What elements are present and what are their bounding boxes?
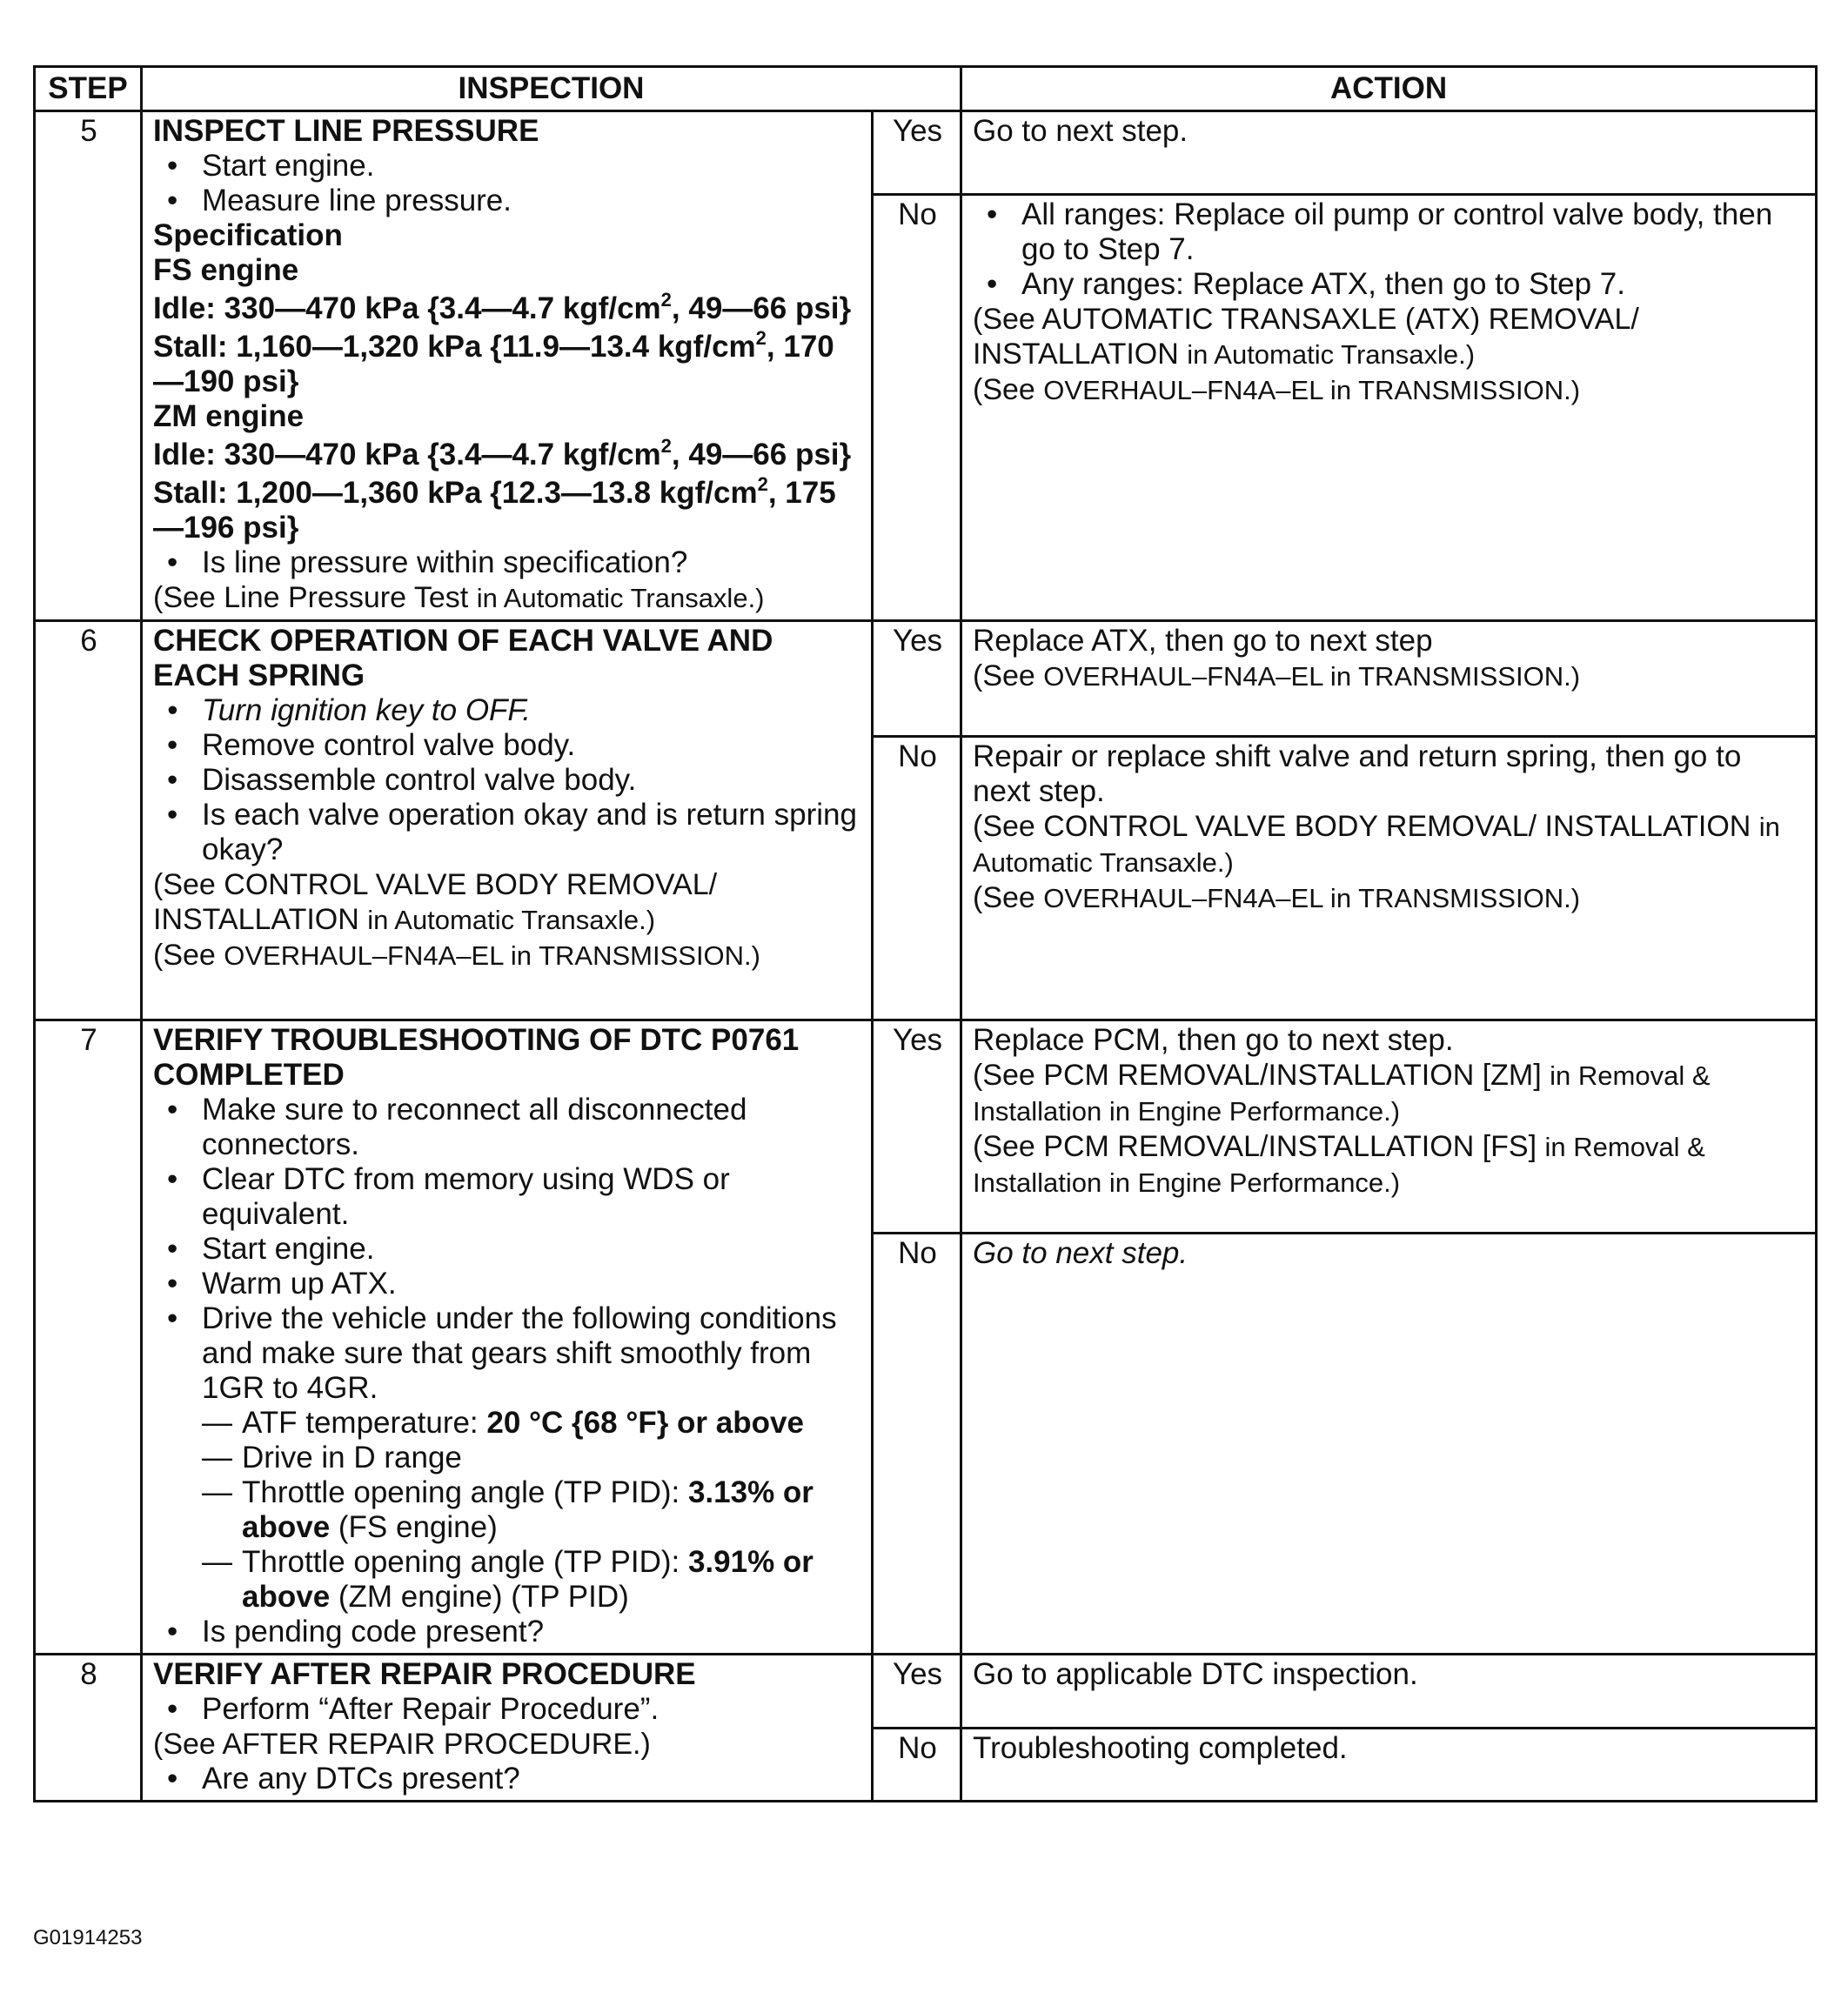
list-item: • Start engine.	[153, 1232, 862, 1267]
list-item: • Is each valve operation okay and is return spring okay?	[153, 798, 862, 867]
reference-note: (See AFTER REPAIR PROCEDURE.)	[153, 1728, 651, 1761]
header-step: STEP	[35, 67, 142, 111]
no-label: No	[873, 1234, 961, 1655]
step-title: CHECK OPERATION OF EACH VALVE AND EACH SPRING	[153, 624, 773, 692]
engine-label: FS engine	[153, 253, 299, 287]
list-item: • Measure line pressure.	[153, 184, 862, 218]
list-item: • Perform “After Repair Procedure”.	[153, 1692, 862, 1727]
reference-note: (See OVERHAUL–FN4A–EL in TRANSMISSION.)	[973, 659, 1581, 692]
inspection-list	[153, 545, 862, 580]
reference-note: (See OVERHAUL–FN4A–EL in TRANSMISSION.)	[973, 372, 1581, 406]
list-item: • Any ranges: Replace ATX, then go to Step 7.	[973, 267, 1806, 302]
inspection-list	[153, 693, 862, 867]
condition-item: — Throttle opening angle (TP PID): 3.13% or above (FS engine)	[202, 1475, 862, 1545]
no-action: Go to next step.	[961, 1234, 1817, 1655]
reference-note: (See Line Pressure Test in Automatic Transaxle.)	[153, 581, 765, 614]
header-inspection: INSPECTION	[142, 67, 961, 111]
figure-id: G01914253	[33, 1926, 143, 1949]
action-text: Replace ATX, then go to next step	[973, 624, 1433, 658]
action-text: Repair or replace shift valve and return spring, then go to next step.	[973, 739, 1742, 808]
reference-note: (See CONTROL VALVE BODY REMOVAL/ INSTALLATION in Automatic Transaxle.)	[153, 868, 718, 936]
spec-line: Idle: 330—470 kPa {3.4—4.7 kgf/$cm^2$, 49—66 psi}	[153, 289, 852, 325]
step-number: 6	[35, 621, 142, 1020]
header-row	[35, 67, 1817, 111]
condition-list	[202, 1406, 862, 1615]
list-item: • Remove control valve body.	[153, 728, 862, 763]
list-item: • Make sure to reconnect all disconnected connectors.	[153, 1093, 862, 1162]
inspection-list	[153, 1692, 862, 1727]
step-title: VERIFY TROUBLESHOOTING OF DTC P0761 COMPLETED	[153, 1023, 800, 1092]
list-item: • Drive the vehicle under the following conditions and make sure that gears shift smoothly from 1GR to 4GR. — ATF temperature: 20 °C {68 °F} or above — Drive in D range — Throttle opening angle (TP PID): 3.13% or above (FS engine) — Throttle opening angle (TP PID): 3.91% or above (ZM engine) (TP PID)	[153, 1301, 862, 1615]
list-item: • Turn ignition key to OFF.	[153, 693, 862, 728]
header-action: ACTION	[961, 67, 1817, 111]
no-action	[961, 737, 1817, 1020]
step-7-inspection	[142, 1020, 873, 1655]
list-item: • All ranges: Replace oil pump or control valve body, then go to Step 7.	[973, 197, 1806, 267]
action-text: Replace PCM, then go to next step.	[973, 1023, 1454, 1057]
yes-label: Yes	[873, 621, 961, 737]
list-item: • Are any DTCs present?	[153, 1762, 862, 1796]
step-7-yes-row	[35, 1020, 1817, 1234]
reference-note: (See CONTROL VALVE BODY REMOVAL/ INSTALLATION in Automatic Transaxle.)	[973, 810, 1780, 878]
diagnostic-procedure-table	[33, 65, 1818, 1802]
spec-line: Stall: 1,160—1,320 kPa {11.9—13.4 kgf/$cm^2$, 170—190 psi}	[153, 327, 834, 398]
reference-note: (See OVERHAUL–FN4A–EL in TRANSMISSION.)	[153, 939, 760, 972]
inspection-list	[153, 1762, 862, 1796]
step-title: INSPECT LINE PRESSURE	[153, 114, 539, 148]
step-8-inspection	[142, 1655, 873, 1802]
yes-label: Yes	[873, 1655, 961, 1729]
engine-label: ZM engine	[153, 399, 305, 433]
yes-action: Go to applicable DTC inspection.	[961, 1655, 1817, 1729]
step-6-inspection	[142, 621, 873, 1020]
no-label: No	[873, 737, 961, 1020]
condition-item: — Drive in D range	[202, 1441, 862, 1475]
yes-label: Yes	[873, 1020, 961, 1234]
spec-line: Stall: 1,200—1,360 kPa {12.3—13.8 kgf/$cm^2$, 175—196 psi}	[153, 473, 836, 545]
step-6-yes-row	[35, 621, 1817, 737]
list-item: • Is pending code present?	[153, 1615, 862, 1649]
reference-note: (See PCM REMOVAL/INSTALLATION [ZM] in Removal & Installation in Engine Performance.)	[973, 1059, 1711, 1127]
no-action	[961, 194, 1817, 620]
step-number: 8	[35, 1655, 142, 1802]
spec-line: Idle: 330—470 kPa {3.4—4.7 kgf/$cm^2$, 49—66 psi}	[153, 435, 852, 471]
yes-action	[961, 621, 1817, 737]
step-5-yes-row	[35, 111, 1817, 195]
step-number: 7	[35, 1020, 142, 1655]
action-list	[973, 197, 1806, 302]
reference-note: (See OVERHAUL–FN4A–EL in TRANSMISSION.)	[973, 881, 1581, 914]
no-action: Troubleshooting completed.	[961, 1728, 1817, 1802]
step-number: 5	[35, 111, 142, 621]
reference-note: (See PCM REMOVAL/INSTALLATION [FS] in Removal & Installation in Engine Performance.)	[973, 1130, 1705, 1198]
reference-note: (See AUTOMATIC TRANSAXLE (ATX) REMOVAL/ INSTALLATION in Automatic Transaxle.)	[973, 302, 1639, 371]
no-label: No	[873, 194, 961, 620]
no-label: No	[873, 1728, 961, 1802]
yes-label: Yes	[873, 111, 961, 195]
condition-item: — ATF temperature: 20 °C {68 °F} or above	[202, 1406, 862, 1441]
list-item: • Clear DTC from memory using WDS or equivalent.	[153, 1162, 862, 1232]
condition-item: — Throttle opening angle (TP PID): 3.91% or above (ZM engine) (TP PID)	[202, 1545, 862, 1615]
spec-heading: Specification	[153, 218, 343, 252]
inspection-list	[153, 149, 862, 218]
step-5-inspection	[142, 111, 873, 621]
yes-action	[961, 1020, 1817, 1234]
list-item: • Is line pressure within specification?	[153, 545, 862, 580]
list-item: • Start engine.	[153, 149, 862, 184]
yes-action: Go to next step.	[961, 111, 1817, 195]
inspection-list	[153, 1093, 862, 1649]
step-title: VERIFY AFTER REPAIR PROCEDURE	[153, 1657, 696, 1691]
list-item: • Warm up ATX.	[153, 1267, 862, 1301]
list-item: • Disassemble control valve body.	[153, 763, 862, 798]
step-8-yes-row	[35, 1655, 1817, 1729]
